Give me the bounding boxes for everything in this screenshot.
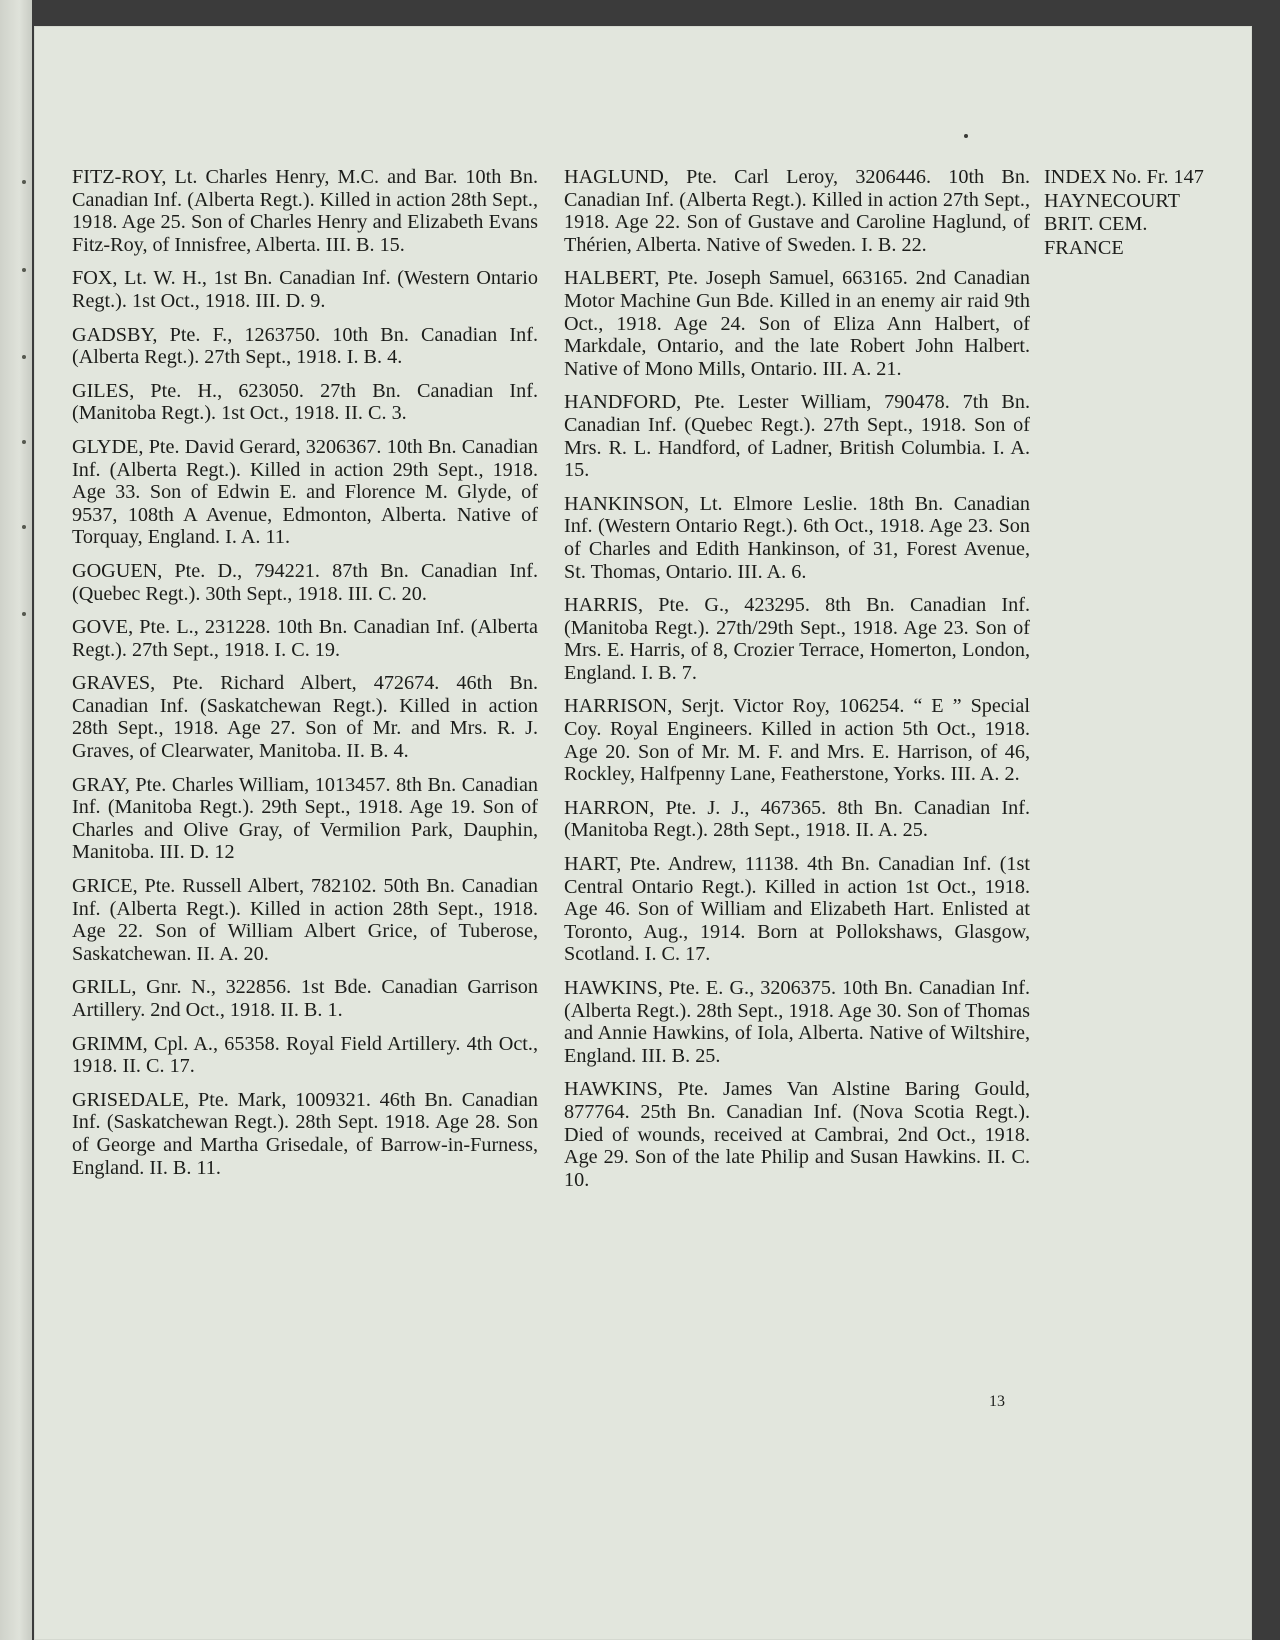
burial-entry: HAWKINS, Pte. E. G., 3206375. 10th Bn. Canadian Inf. (Alberta Regt.). 28th Sept., 1918. Age 30. Son of Thomas and Annie Hawkins, of Iola, Alberta. Native of Wiltshire, England. III. B. 25. (564, 977, 1030, 1067)
burial-entry: HALBERT, Pte. Joseph Samuel, 663165. 2nd Canadian Motor Machine Gun Bde. Killed in an enemy air raid 9th Oct., 1918. Age 24. Son of Eliza Ann Halbert, of Markdale, Ontario, and the late Robert John Halbert. Native of Mono Mills, Ontario. III. A. 21. (564, 267, 1030, 380)
burial-entry: FITZ-ROY, Lt. Charles Henry, M.C. and Bar. 10th Bn. Canadian Inf. (Alberta Regt.). Killed in action 28th Sept., 1918. Age 25. Son of Charles Henry and Elizabeth Evans Fitz-Roy, of Innisfree, Alberta. III. B. 15. (72, 166, 538, 256)
burial-entry: HARRISON, Serjt. Victor Roy, 106254. “ E ” Special Coy. Royal Engineers. Killed in action 5th Oct., 1918. Age 20. Son of Mr. M. F. and Mrs. E. Harrison, of 46, Rockley, Halfpenny Lane, Featherstone, Yorks. III. A. 2. (564, 695, 1030, 786)
burial-entry: GRISEDALE, Pte. Mark, 1009321. 46th Bn. Canadian Inf. (Saskatchewan Regt.). 28th Sept. 1918. Age 28. Son of George and Martha Grisedale, of Barrow-in-Furness, England. II. B. 11. (72, 1088, 538, 1179)
page-number: 13 (989, 1393, 1005, 1410)
register-page (34, 26, 1252, 1640)
burial-entry: GADSBY, Pte. F., 1263750. 10th Bn. Canadian Inf. (Alberta Regt.). 27th Sept., 1918. I. B. 4. (72, 323, 538, 369)
burial-entry: HART, Pte. Andrew, 11138. 4th Bn. Canadian Inf. (1st Central Ontario Regt.). Killed in action 1st Oct., 1918. Age 46. Son of William and Elizabeth Hart. Enlisted at Toronto, Aug., 1914. Born at Pollokshaws, Glasgow, Scotland. I. C. 17. (564, 853, 1030, 966)
burial-entry: GRAY, Pte. Charles William, 1013457. 8th Bn. Canadian Inf. (Manitoba Regt.). 29th Sept., 1918. Age 19. Son of Charles and Olive Gray, of Vermilion Park, Dauphin, Manitoba. III. D. 12 (72, 773, 538, 864)
cemetery-name: HAYNECOURT (1044, 189, 1180, 212)
left-column (72, 166, 538, 1190)
middle-column (564, 166, 1030, 1202)
burial-entry: HAWKINS, Pte. James Van Alstine Baring Gould, 877764. 25th Bn. Canadian Inf. (Nova Scotia Regt.). Died of wounds, received at Cambrai, 2nd Oct., 1918. Age 29. Son of the late Philip and Susan Hawkins. II. C. 10. (564, 1078, 1030, 1191)
burial-entry: HARRIS, Pte. G., 423295. 8th Bn. Canadian Inf. (Manitoba Regt.). 27th/29th Sept., 1918. Age 23. Son of Mrs. E. Harris, of 8, Crozier Terrace, Homerton, London, England. I. B. 7. (564, 594, 1030, 684)
ink-speck (964, 134, 968, 138)
burial-entry: GRAVES, Pte. Richard Albert, 472674. 46th Bn. Canadian Inf. (Saskatchewan Regt.). Killed in action 28th Sept., 1918. Age 27. Son of Mr. and Mrs. R. J. Graves, of Clearwater, Manitoba. II. B. 4. (72, 672, 538, 763)
cemetery-index-block (1044, 166, 1254, 260)
burial-entry: GRICE, Pte. Russell Albert, 782102. 50th Bn. Canadian Inf. (Alberta Regt.). Killed in action 28th Sept., 1918. Age 22. Son of William Albert Grice, of Tuberose, Saskatchewan. II. A. 20. (72, 875, 538, 965)
binding-mark (22, 268, 26, 272)
burial-entry: FOX, Lt. W. H., 1st Bn. Canadian Inf. (Western Ontario Regt.). 1st Oct., 1918. III. D. 9. (72, 267, 538, 312)
binding-mark (22, 612, 26, 616)
burial-entry: GLYDE, Pte. David Gerard, 3206367. 10th Bn. Canadian Inf. (Alberta Regt.). Killed in action 29th Sept., 1918. Age 33. Son of Edwin E. and Florence M. Glyde, of 9537, 108th A Avenue, Edmonton, Alberta. Native of Torquay, England. I. A. 11. (72, 435, 538, 549)
binding-mark (22, 525, 26, 529)
cemetery-type: BRIT. CEM. (1044, 213, 1148, 235)
book-binding-edge (0, 0, 32, 1640)
country: FRANCE (1044, 236, 1124, 259)
burial-entry: HAGLUND, Pte. Carl Leroy, 3206446. 10th Bn. Canadian Inf. (Alberta Regt.). Killed in action 27th Sept., 1918. Age 22. Son of Gustave and Caroline Haglund, of Thérien, Alberta. Native of Sweden. I. B. 22. (564, 166, 1030, 256)
burial-entry: GRIMM, Cpl. A., 65358. Royal Field Artillery. 4th Oct., 1918. II. C. 17. (72, 1032, 538, 1078)
burial-entry: HARRON, Pte. J. J., 467365. 8th Bn. Canadian Inf. (Manitoba Regt.). 28th Sept., 1918. II. A. 25. (564, 796, 1030, 842)
burial-entry: GILES, Pte. H., 623050. 27th Bn. Canadian Inf. (Manitoba Regt.). 1st Oct., 1918. II. C. 3. (72, 379, 538, 425)
burial-entry: GRILL, Gnr. N., 322856. 1st Bde. Canadian Garrison Artillery. 2nd Oct., 1918. II. B. 1. (72, 976, 538, 1021)
burial-entry: HANKINSON, Lt. Elmore Leslie. 18th Bn. Canadian Inf. (Western Ontario Regt.). 6th Oct., 1918. Age 23. Son of Charles and Edith Hankinson, of 31, Forest Avenue, St. Thomas, Ontario. III. A. 6. (564, 492, 1030, 583)
binding-mark (22, 180, 26, 184)
burial-entry: HANDFORD, Pte. Lester William, 790478. 7th Bn. Canadian Inf. (Quebec Regt.). 27th Sept., 1918. Son of Mrs. R. L. Handford, of Ladner, British Columbia. I. A. 15. (564, 391, 1030, 482)
binding-mark (22, 440, 26, 444)
burial-entry: GOGUEN, Pte. D., 794221. 87th Bn. Canadian Inf. (Quebec Regt.). 30th Sept., 1918. III. C. 20. (72, 559, 538, 605)
burial-entry: GOVE, Pte. L., 231228. 10th Bn. Canadian Inf. (Alberta Regt.). 27th Sept., 1918. I. C. 19. (72, 616, 538, 661)
binding-mark (22, 355, 26, 359)
index-number: INDEX No. Fr. 147 (1044, 166, 1204, 188)
